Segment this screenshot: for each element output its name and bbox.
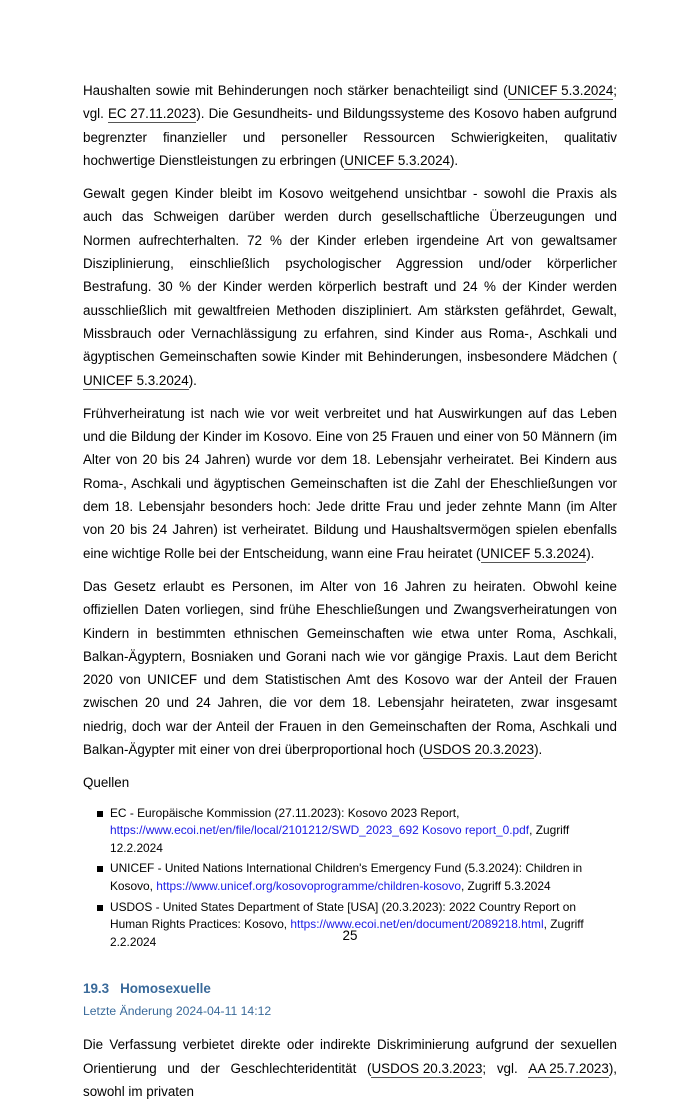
paragraph-text: ; vgl. <box>83 83 617 122</box>
paragraph-text: ; vgl. <box>482 1060 529 1076</box>
sources-label: Quellen <box>83 775 130 791</box>
section-title: Homosexuelle <box>120 981 211 997</box>
paragraph-text: Die Verfassung verbietet direkte oder indirekte Diskriminierung aufgrund der sexuellen Orientierung und der Geschlechteridentität ( <box>83 1037 617 1076</box>
paragraph-text: ), sowohl im privaten <box>83 1060 617 1099</box>
source-item <box>97 899 617 952</box>
paragraph-text: Gewalt gegen Kinder bleibt im Kosovo weitgehend unsichtbar - sowohl die Praxis als auch das Schweigen darüber werden durch gesellschaftliche Überzeugungen und Normen aufrechterhalten. 72 % der Kinder erleben irgendeine Art von gewaltsamer Disziplinierung, einschließlich psychologischer Aggression und/oder körperlicher Bestrafung. 30 % der Kinder werden körperlich bestraft und 24 % der Kinder werden ausschließlich mit gewaltfreien Methoden diszipliniert. Am stärksten gefährdet, Gewalt, Missbrauch oder Vernachlässigung zu erfahren, sind Kinder aus Roma-, Aschkali und ägyptischen Gemeinschaften sowie Kinder mit Behinderungen, insbesondere Mädchen ( <box>83 186 617 365</box>
square-bullet-icon <box>97 905 103 911</box>
paragraph-text: ). <box>449 152 459 168</box>
paragraph-text: Haushalten sowie mit Behinderungen noch stärker benachteiligt sind ( <box>83 83 508 98</box>
source-reference-link[interactable]: AA 25.7.2023 <box>528 1060 609 1076</box>
paragraph-text: Frühverheiratung ist nach wie vor weit verbreitet und hat Auswirkungen auf das Leben und die Bildung der Kinder im Kosovo. Eine von 25 Frauen und einer von 50 Männern (im Alter von 20 bis 24 Jahren) wurde vor dem 18. Lebensjahr verheiratet. Bei Kindern aus Roma-, Aschkali und ägyptischen Gemeinschaften ist die Zahl der Eheschließungen vor dem 18. Lebensjahr besonders hoch: Jede dritte Frau und jeder zehnte Mann (im Alter von 20 bis 24 Jahren) ist verheiratet. Bildung und Haushaltsvermögen spielen ebenfalls eine wichtige Rolle bei der Entscheidung, wann eine Frau heiratet ( <box>83 405 617 561</box>
source-reference-link[interactable]: UNICEF 5.3.2024 <box>344 152 450 168</box>
page-number: 25 <box>342 928 358 943</box>
paragraph-text: ). <box>534 742 543 758</box>
square-bullet-icon <box>97 866 103 872</box>
last-change-line: Letzte Änderung 2024-04-11 14:12 <box>83 1004 272 1019</box>
source-citation: UNICEF - United Nations International Children's Emergency Fund (5.3.2024): Children in Kosovo, <box>110 861 583 893</box>
source-access-date: , Zugriff 12.2.2024 <box>110 823 570 855</box>
body-paragraph <box>83 575 617 761</box>
source-item <box>97 860 617 895</box>
source-citation: EC - Europäische Kommission (27.11.2023): Kosovo 2023 Report, <box>110 805 460 820</box>
paragraph-text: ). <box>586 545 595 561</box>
source-url-link[interactable]: https://www.unicef.org/kosovoprogramme/children-kosovo <box>156 878 461 893</box>
page-content <box>83 79 617 1113</box>
source-item <box>97 805 617 858</box>
source-access-date: , Zugriff 5.3.2024 <box>460 878 551 893</box>
source-citation: USDOS - United States Department of State [USA] (20.3.2023): 2022 Country Report on Human Rights Practices: Kosovo, <box>110 899 576 932</box>
source-url-link[interactable]: https://www.ecoi.net/en/file/local/2101212/SWD_2023_692 Kosovo report_0.pdf <box>110 823 530 838</box>
source-reference-link[interactable]: UNICEF 5.3.2024 <box>480 545 587 561</box>
source-reference-link[interactable]: UNICEF 5.3.2024 <box>83 372 189 388</box>
source-reference-link[interactable]: EC 27.11.2023 <box>107 106 197 122</box>
section-heading <box>83 979 617 999</box>
paragraph-text: Das Gesetz erlaubt es Personen, im Alter von 16 Jahren zu heiraten. Obwohl keine offiziellen Daten vorliegen, sind frühe Eheschließungen und Zwangsverheiratungen von Kindern in bestimmten ethnischen Gemeinschaften wie etwa unter Roma, Aschkali, Balkan-Ägyptern, Bosniaken und Gorani nach wie vor gängige Praxis. Laut dem Bericht 2020 von UNICEF und dem Statistischen Amt des Kosovo war der Anteil der Frauen zwischen 20 und 24 Jahren, die vor dem 18. Lebensjahr heirateten, zwar insgesamt niedrig, doch war der Anteil der Frauen in den Gemeinschaften der Roma, Aschkali und Balkan-Ägypter mit einer von drei überproportional hoch ( <box>83 578 617 758</box>
square-bullet-icon <box>97 811 103 817</box>
source-reference-link[interactable]: UNICEF 5.3.2024 <box>507 83 614 98</box>
paragraph-text: ). Die Gesundheits- und Bildungssysteme des Kosovo haben aufgrund begrenzter finanzieller und personeller Ressourcen Schwierigkeiten, qualitativ hochwertige Dienstleistungen zu erbringen ( <box>83 106 617 168</box>
body-paragraph <box>83 182 617 392</box>
section-paragraph <box>83 1033 617 1103</box>
body-paragraph <box>83 79 617 172</box>
body-paragraphs <box>83 79 617 761</box>
source-reference-link[interactable]: USDOS 20.3.2023 <box>423 742 535 758</box>
body-paragraph <box>83 402 617 565</box>
section-number: 19.3 <box>83 981 110 997</box>
source-url-link[interactable]: https://www.ecoi.net/en/document/2089218.html <box>290 917 544 932</box>
source-access-date: , Zugriff 2.2.2024 <box>110 917 584 949</box>
source-reference-link[interactable]: USDOS 20.3.2023 <box>371 1060 483 1076</box>
paragraph-text: ). <box>188 372 197 388</box>
